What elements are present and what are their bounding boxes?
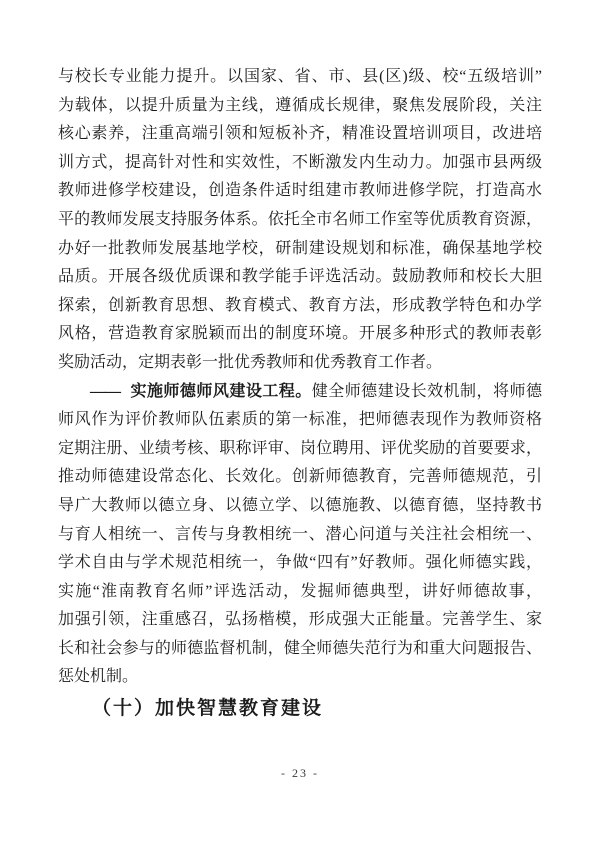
body-line: 教师进修学校建设，创造条件适时组建市教师进修学院，打造高水 — [58, 182, 542, 200]
body-line: 定期注册、业绩考核、职称评审、岗位聘用、评优奖励的首要要求， — [58, 439, 542, 457]
body-line: 为载体，以提升质量为主线，遵循成长规律，聚焦发展阶段，关注 — [58, 96, 542, 114]
body-line: 长和社会参与的师德监督机制，健全师德失范行为和重大问题报告、 — [58, 639, 542, 657]
body-line-paragraph-start — [58, 378, 542, 407]
body-line: 加强引领，注重感召，弘扬楷模，形成强大正能量。完善学生、家 — [58, 611, 542, 629]
section-heading: （十）加快智慧教育建设 — [92, 698, 324, 720]
paragraph-lead-bold: 实施师德师风建设工程。 — [130, 382, 312, 400]
body-line: 学术自由与学术规范相统一，争做“四有”好教师。强化师德实践， — [58, 554, 542, 572]
body-line: 实施“淮南教育名师”评选活动，发掘师德典型，讲好师德故事， — [58, 582, 542, 600]
body-line: 导广大教师以德立身、以德立学、以德施教、以德育德，坚持教书 — [58, 496, 542, 514]
body-line: 与校长专业能力提升。以国家、省、市、县(区)级、校“五级培训” — [58, 68, 542, 85]
body-line-paragraph-end: 惩处机制。 — [58, 668, 139, 686]
page-number: - 23 - — [281, 766, 319, 780]
body-line: 品质。开展各级优质课和教学能手评选活动。鼓励教师和校长大胆 — [58, 268, 542, 286]
body-line: 风格，营造教育家脱颖而出的制度环境。开展多种形式的教师表彰 — [58, 325, 542, 343]
body-line: 与育人相统一、言传与身教相统一、潜心问道与关注社会相统一、 — [58, 525, 542, 543]
body-line: 训方式，提高针对性和实效性，不断激发内生动力。加强市县两级 — [58, 153, 542, 171]
body-line: 平的教师发展支持服务体系。依托全市名师工作室等优质教育资源， — [58, 210, 542, 228]
body-line-paragraph-end: 奖励活动，定期表彰一批优秀教师和优秀教育工作者。 — [58, 353, 443, 371]
body-line: 推动师德建设常态化、长效化。创新师德教育，完善师德规范，引 — [58, 468, 542, 486]
body-line: 探索，创新教育思想、教育模式、教育方法，形成教学特色和办学 — [58, 296, 542, 314]
body-line: 师风作为评价教师队伍素质的第一标准，把师德表现作为教师资格 — [58, 411, 542, 429]
paragraph-lead-rest: 健全师德建设长效机制，将师德 — [311, 382, 542, 400]
document-body — [58, 63, 542, 724]
em-dash: —— — [90, 382, 120, 400]
body-line: 核心素养，注重高端引领和短板补齐，精准设置培训项目，改进培 — [58, 125, 542, 143]
body-line: 办好一批教师发展基地学校，研制建设规划和标准，确保基地学校 — [58, 239, 542, 257]
